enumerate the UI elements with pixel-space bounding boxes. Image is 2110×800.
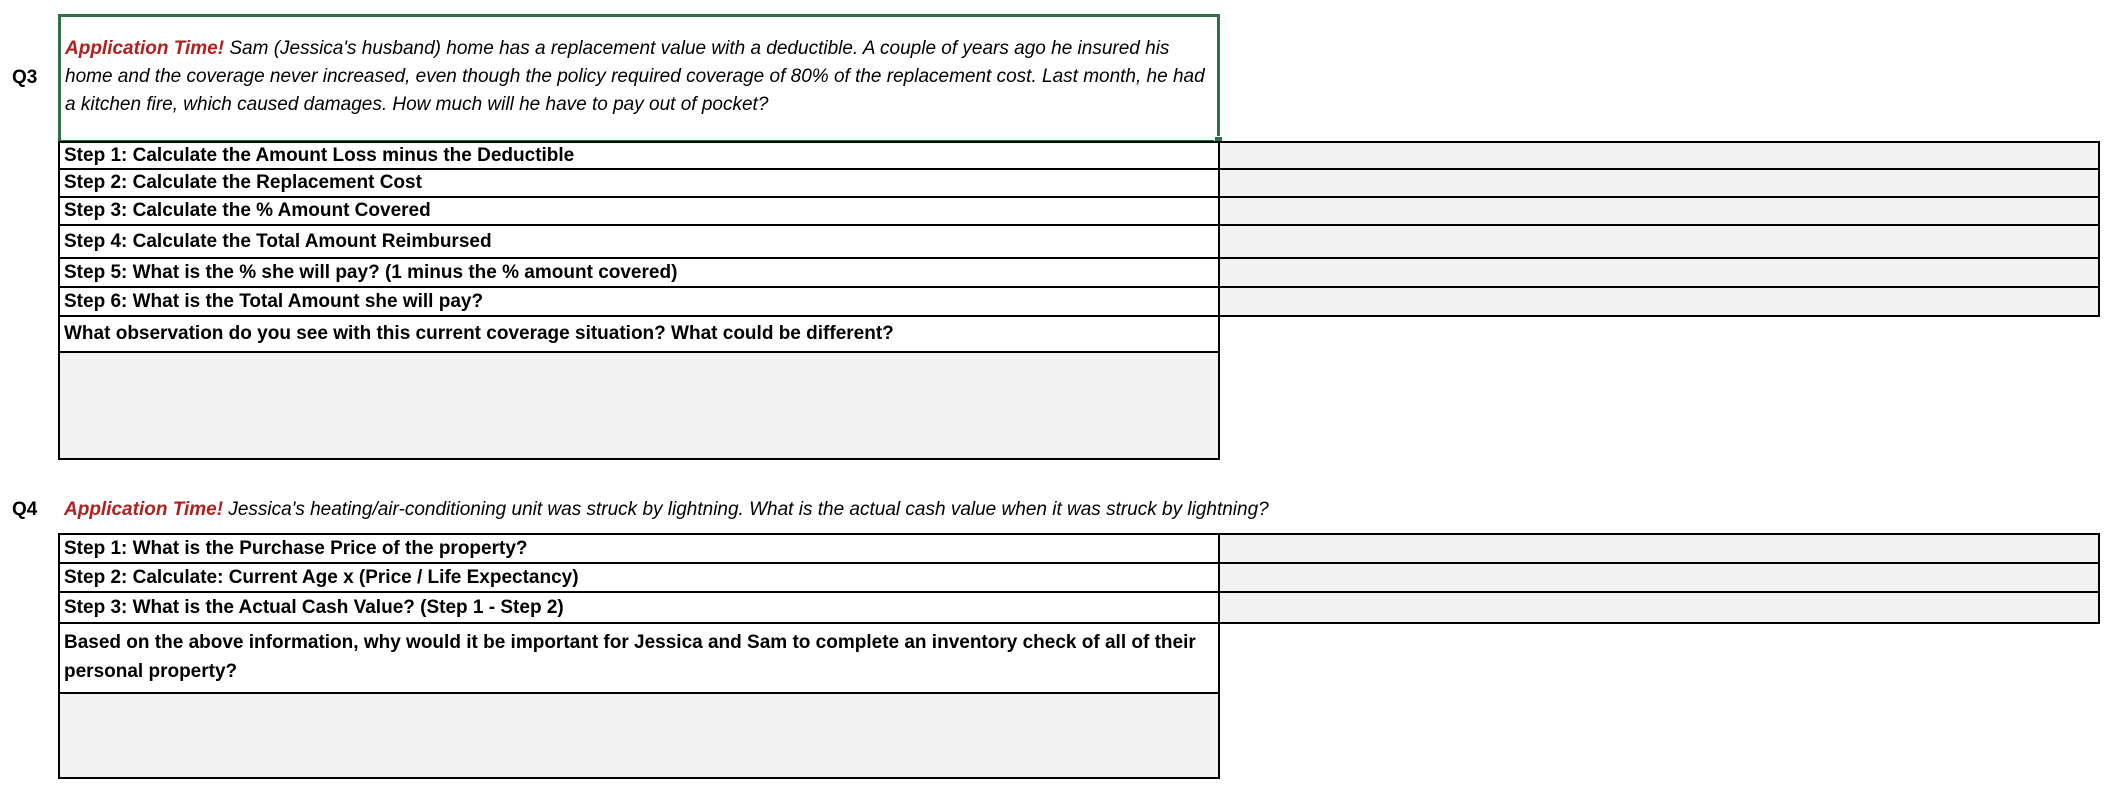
q4-inventory-answer-box[interactable] [58, 692, 1220, 779]
q4-step-2-answer-cell[interactable] [1218, 562, 2100, 593]
q3-step-3-label: Step 3: Calculate the % Amount Covered [58, 196, 1220, 226]
q4-label: Q4 [12, 499, 38, 520]
q4-prompt-text: Jessica's heating/air-conditioning unit was struck by lightning. What is the actual cash value when it was struck by lightning? [228, 499, 1269, 520]
q3-prompt-text: Sam (Jessica's husband) home has a replacement value with a deductible. A couple of years ago he insured his home and the coverage never increased, even though the policy required coverage of 80% of the replacement cost. Last month, he had a kitchen fire, which caused damages. How much will he have to pay out of pocket? [65, 38, 1205, 115]
q4-step-1-label: Step 1: What is the Purchase Price of the property? [58, 533, 1220, 564]
q3-step-3-answer-cell[interactable] [1218, 196, 2100, 226]
q3-label: Q3 [12, 67, 38, 88]
q4-step-3-answer-cell[interactable] [1218, 591, 2100, 624]
q3-step-5-label: Step 5: What is the % she will pay? (1 minus the % amount covered) [58, 257, 1220, 288]
q3-step-6-answer-cell[interactable] [1218, 286, 2100, 317]
q3-observation-answer-box[interactable] [58, 351, 1220, 460]
q3-step-1-answer-cell[interactable] [1218, 141, 2100, 170]
q4-inventory-question: Based on the above information, why would it be important for Jessica and Sam to complete an inventory check of all of their personal property? [58, 622, 1220, 694]
q3-step-4-label: Step 4: Calculate the Total Amount Reimbursed [58, 224, 1220, 259]
q4-application-time: Application Time! [64, 499, 224, 520]
q3-application-time: Application Time! [65, 38, 225, 59]
q4-prompt-cell[interactable] [64, 496, 1269, 524]
q3-step-2-answer-cell[interactable] [1218, 168, 2100, 198]
q3-prompt-cell[interactable] [58, 14, 1220, 143]
q3-step-6-label: Step 6: What is the Total Amount she will pay? [58, 286, 1220, 317]
q4-step-1-answer-cell[interactable] [1218, 533, 2100, 564]
q3-observation-question: What observation do you see with this current coverage situation? What could be different? [58, 315, 1220, 353]
q3-step-4-answer-cell[interactable] [1218, 224, 2100, 259]
q4-step-3-label: Step 3: What is the Actual Cash Value? (Step 1 - Step 2) [58, 591, 1220, 624]
q3-step-2-label: Step 2: Calculate the Replacement Cost [58, 168, 1220, 198]
q4-step-2-label: Step 2: Calculate: Current Age x (Price / Life Expectancy) [58, 562, 1220, 593]
q3-step-1-label: Step 1: Calculate the Amount Loss minus the Deductible [58, 141, 1220, 170]
q3-step-5-answer-cell[interactable] [1218, 257, 2100, 288]
